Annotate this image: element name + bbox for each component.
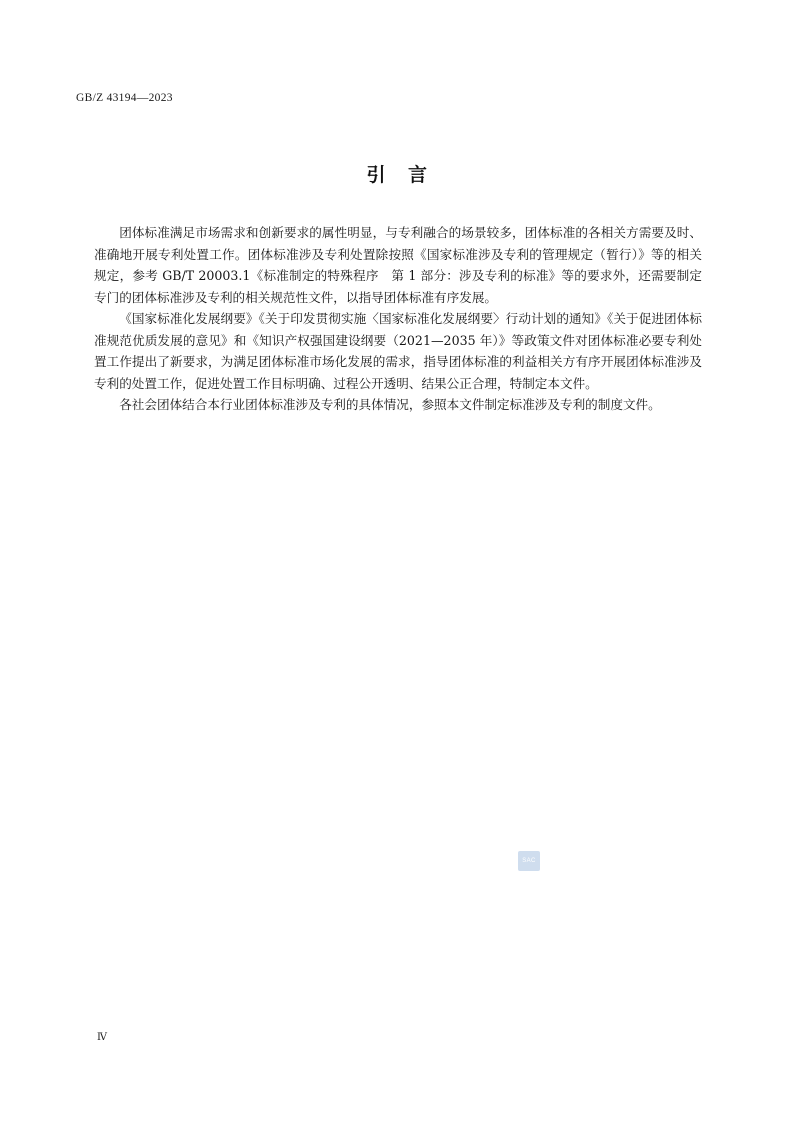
body-content: [94, 222, 702, 416]
page-title: [0, 160, 794, 187]
title-char-2: 言: [408, 164, 428, 186]
page-number: Ⅳ: [97, 1032, 107, 1043]
title-char-1: 引: [366, 164, 386, 186]
paragraph-2: 《国家标准化发展纲要》《关于印发贯彻实施〈国家标准化发展纲要〉行动计划的通知》《关于促进团体标准规范优质发展的意见》和《知识产权强国建设纲要（2021—2035 年）》等政策文件对团体标准必要专利处置工作提出了新要求，为满足团体标准市场化发展的需求，指导团体标准的利益相关方有序开展团体标准涉及专利的处置工作，促进处置工作目标明确、过程公开透明、结果公正合理，特制定本文件。: [94, 311, 702, 391]
sac-watermark-logo: SAC: [518, 851, 540, 871]
paragraph-3: 各社会团体结合本行业团体标准涉及专利的具体情况，参照本文件制定标准涉及专利的制度文件。: [119, 397, 661, 412]
paragraph-1: 团体标准满足市场需求和创新要求的属性明显，与专利融合的场景较多，团体标准的各相关方需要及时、准确地开展专利处置工作。团体标准涉及专利处置除按照《国家标准涉及专利的管理规定（暂行）》等的相关规定，参考 GB/T 20003.1《标准制定的特殊程序 第 1 部分：涉及专利的标准》等的要求外，还需要制定专门的团体标准涉及专利的相关规范性文件，以指导团体标准有序发展。: [94, 225, 702, 305]
standard-number: GB/Z 43194—2023: [76, 92, 173, 104]
